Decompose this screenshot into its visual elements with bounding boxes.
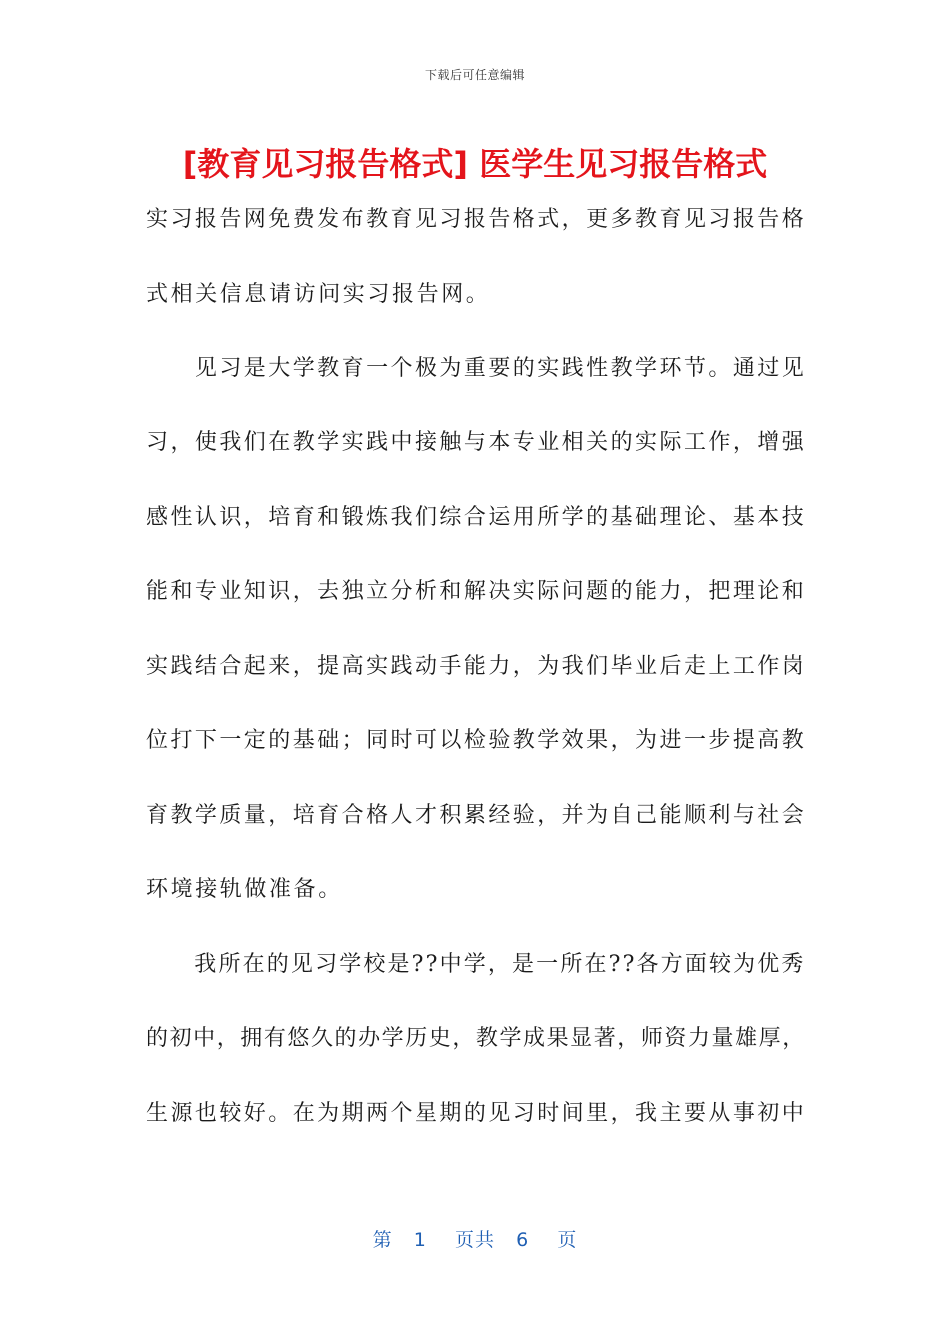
body-line-2: 式相关信息请访问实习报告网。 — [146, 282, 491, 307]
body-line-11: 我所在的见习学校是??中学，是一所在??各方面较为优秀 — [146, 952, 806, 977]
document-title: [教育见习报告格式] 医学生见习报告格式 — [182, 145, 768, 183]
body-line-5: 感性认识，培育和锻炼我们综合运用所学的基础理论、基本技 — [146, 505, 807, 530]
page-number-total: 6 — [516, 1229, 530, 1251]
body-line-8: 位打下一定的基础；同时可以检验教学效果，为进一步提高教 — [146, 728, 807, 753]
page-number-current: 1 — [413, 1229, 427, 1251]
body-line-10: 环境接轨做准备。 — [146, 877, 343, 902]
footer-prefix: 第 — [372, 1229, 393, 1251]
body-line-13: 生源也较好。在为期两个星期的见习时间里，我主要从事初中 — [146, 1101, 807, 1126]
header-note: 下载后可任意编辑 — [424, 68, 525, 82]
body-line-7: 实践结合起来，提高实践动手能力，为我们毕业后走上工作岗 — [146, 654, 807, 679]
footer-middle: 页共 — [454, 1229, 495, 1251]
footer-suffix: 页 — [557, 1229, 578, 1251]
page-footer — [0, 1225, 950, 1252]
body-line-12: 的初中，拥有悠久的办学历史，教学成果显著，师资力量雄厚， — [146, 1026, 806, 1051]
body-line-1: 实习报告网免费发布教育见习报告格式，更多教育见习报告格 — [146, 207, 807, 232]
body-line-4: 习，使我们在教学实践中接触与本专业相关的实际工作，增强 — [146, 430, 807, 455]
body-line-3: 见习是大学教育一个极为重要的实践性教学环节。通过见 — [146, 356, 807, 381]
body-line-9: 育教学质量，培育合格人才积累经验，并为自己能顺利与社会 — [146, 803, 807, 828]
body-line-6: 能和专业知识，去独立分析和解决实际问题的能力，把理论和 — [146, 579, 807, 604]
